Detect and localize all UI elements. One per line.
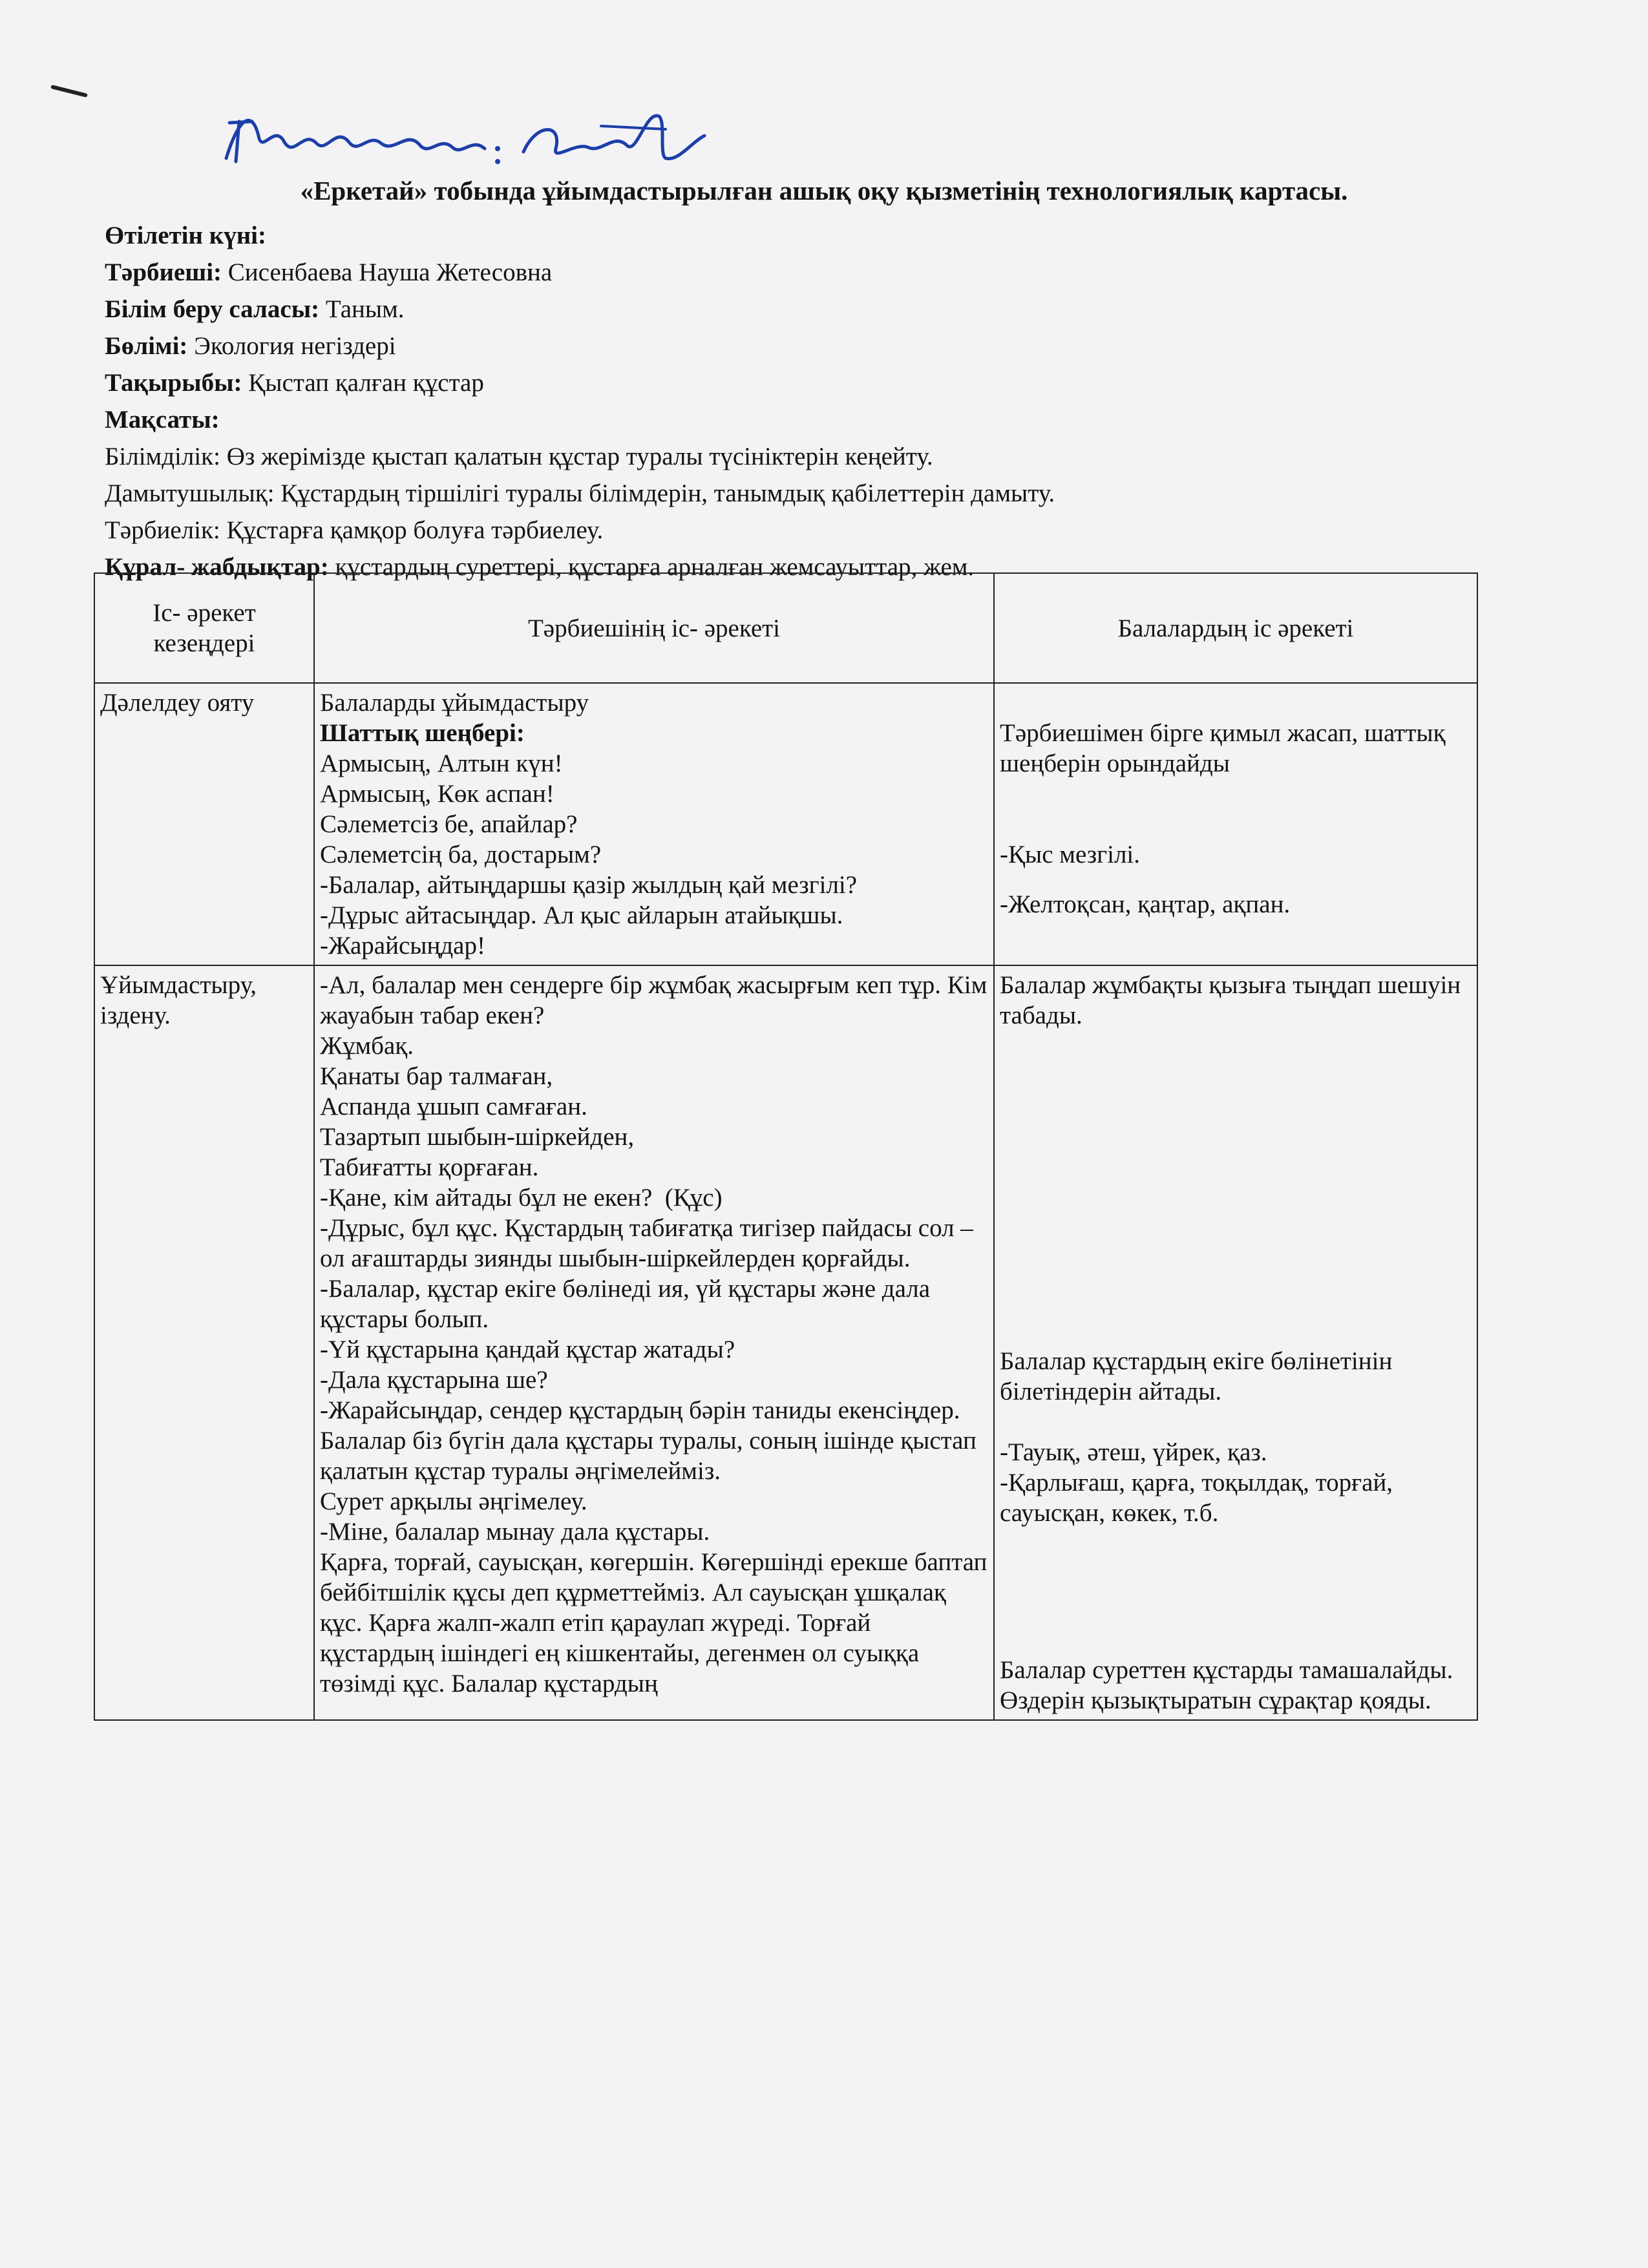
teacher-value: Сисенбаева Науша Жетесовна [222, 258, 553, 286]
teacher-line: -Қане, кім айтады бұл не екен? (Құс) [320, 1184, 723, 1212]
topic-value: Қыстап қалған құстар [242, 369, 484, 397]
children-cell [994, 965, 1477, 1720]
children-cell [994, 683, 1477, 965]
children-line: -Қыс мезгілі. [1000, 841, 1141, 868]
stage-cell [94, 683, 314, 965]
area-value: Таным. [319, 295, 405, 323]
teacher-line: Сәлеметсіз бе, апайлар? [320, 810, 578, 838]
children-line: -Желтоқсан, қаңтар, ақпан. [1000, 890, 1291, 918]
teacher-line: Шаттық шеңбері: [320, 719, 525, 747]
meta-topic [105, 364, 1527, 401]
children-line: -Тауық, әтеш, үйрек, қаз. [1000, 1438, 1267, 1466]
header-children: Балалардың іс әрекеті [994, 573, 1477, 683]
signature-drawing [213, 97, 717, 174]
teacher-line: -Балалар, айтыңдаршы қазір жылдың қай мезгілі? [320, 871, 858, 899]
teacher-line: -Үй құстарына қандай құстар жатады? [320, 1336, 735, 1363]
section-value: Экология негіздері [187, 332, 396, 360]
children-line: Тәрбиешімен бірге қимыл жасап, шаттық шеңберін орындайды [1000, 719, 1452, 777]
teacher-line: -Жарайсыңдар, сендер құстардың бәрін таниды екенсіңдер. Балалар біз бүгін дала құстары туралы, соның ішінде қыстап қалатын құстар туралы әңгімелейміз. [320, 1396, 983, 1485]
table-header-row [94, 573, 1477, 683]
goal-educational: Білімділік: Өз жерімізде қыстап қалатын құстар туралы түсініктерін кеңейту. [105, 443, 933, 470]
goals-label: Мақсаты: [105, 406, 220, 434]
topic-label: Тақырыбы: [105, 369, 242, 397]
table-row [94, 683, 1477, 965]
lesson-meta [105, 217, 1527, 585]
meta-teacher [105, 254, 1527, 291]
teacher-label: Тәрбиеші: [105, 258, 222, 286]
meta-area [105, 291, 1527, 328]
children-line: Балалар құстардың екіге бөлінетінін білетіндерін айтады. [1000, 1347, 1399, 1405]
teacher-line: Қанаты бар талмаған, [320, 1062, 553, 1090]
teacher-line: Сурет арқылы әңгімелеу. [320, 1487, 587, 1515]
meta-date [105, 217, 1527, 254]
stage-cell [94, 965, 314, 1720]
stage-label: Дәлелдеу ояту [100, 689, 255, 717]
teacher-line: Сәлеметсің ба, достарым? [320, 841, 602, 868]
teacher-line: -Дала құстарына ше? [320, 1366, 548, 1394]
lesson-table [94, 572, 1478, 1721]
table-row [94, 965, 1477, 1720]
teacher-line: Жұмбақ. [320, 1032, 414, 1060]
teacher-line: Аспанда ұшып самғаған. [320, 1093, 587, 1120]
scan-mark [50, 85, 88, 98]
goal-developmental: Дамытушылық: Құстардың тіршілігі туралы білімдерін, танымдық қабілеттерін дамыту. [105, 479, 1055, 507]
children-line: Балалар жұмбақты қызыға тыңдап шешуін табады. [1000, 971, 1467, 1029]
teacher-line: -Жарайсыңдар! [320, 932, 485, 960]
meta-goals [105, 401, 1527, 438]
goal-upbringing: Тәрбиелік: Құстарға қамқор болуға тәрбиелеу. [105, 516, 604, 544]
teacher-line: Қарға, торғай, сауысқан, көгершін. Көгершінді ерекше баптап бейбітшілік құсы деп құрметтейміз. Ал сауысқан ұшқалақ құс. Қарға жалп-жалп етіп қараулап жүреді. Торғай құстардың ішіндегі ең кішкентайы, дегенмен ол суыққа төзімді құс. Балалар құстардың [320, 1548, 994, 1697]
handwritten-signature [213, 97, 717, 174]
document-title: «Еркетай» тобында ұйымдастырылған ашық оқу қызметінің технологиялық картасы. [300, 176, 1348, 205]
children-line: Балалар суреттен құстарды тамашалайды. [1000, 1656, 1453, 1684]
teacher-cell [314, 965, 994, 1720]
teacher-line: Армысың, Көк аспан! [320, 780, 555, 808]
teacher-line: -Дұрыс, бұл құс. Құстардың табиғатқа тигізер пайдасы сол – ол ағаштарды зиянды шыбын-шіркейлерден қорғайды. [320, 1214, 980, 1272]
children-line: -Қарлығаш, қарға, тоқылдақ, торғай, сауысқан, көкек, т.б. [1000, 1469, 1399, 1527]
teacher-cell [314, 683, 994, 965]
teacher-line: Табиғатты қорғаған. [320, 1153, 539, 1181]
date-label: Өтілетін күні: [105, 222, 266, 249]
teacher-line: -Ал, балалар мен сендерге бір жұмбақ жасырғым кеп тұр. Кім жауабын табар екен? [320, 971, 994, 1029]
teacher-line: Армысың, Алтын күн! [320, 750, 563, 777]
teacher-line: -Міне, балалар мынау дала құстары. [320, 1518, 710, 1546]
children-line: Өздерін қызықтыратын сұрақтар қояды. [1000, 1686, 1431, 1714]
area-label: Білім беру саласы: [105, 295, 320, 323]
header-teacher: Тәрбиешінің іс- әрекеті [314, 573, 994, 683]
stage-label: Ұйымдастыру, іздену. [100, 971, 263, 1029]
header-stage: Іс- әрекет кезеңдері [94, 573, 314, 683]
teacher-line: Тазартып шыбын-шіркейден, [320, 1123, 635, 1151]
tools-value: құстардың суреттері, құстарға арналған жемсауыттар, жем. [328, 553, 975, 581]
teacher-line: Балаларды ұйымдастыру [320, 689, 589, 717]
section-label: Бөлімі: [105, 332, 188, 360]
meta-section [105, 328, 1527, 364]
teacher-line: -Балалар, құстар екіге бөлінеді ия, үй құстары және дала құстары болып. [320, 1275, 936, 1333]
teacher-line: -Дұрыс айтасыңдар. Ал қыс айларын атайықшы. [320, 901, 843, 929]
tools-label: Құрал- жабдықтар: [105, 553, 329, 581]
